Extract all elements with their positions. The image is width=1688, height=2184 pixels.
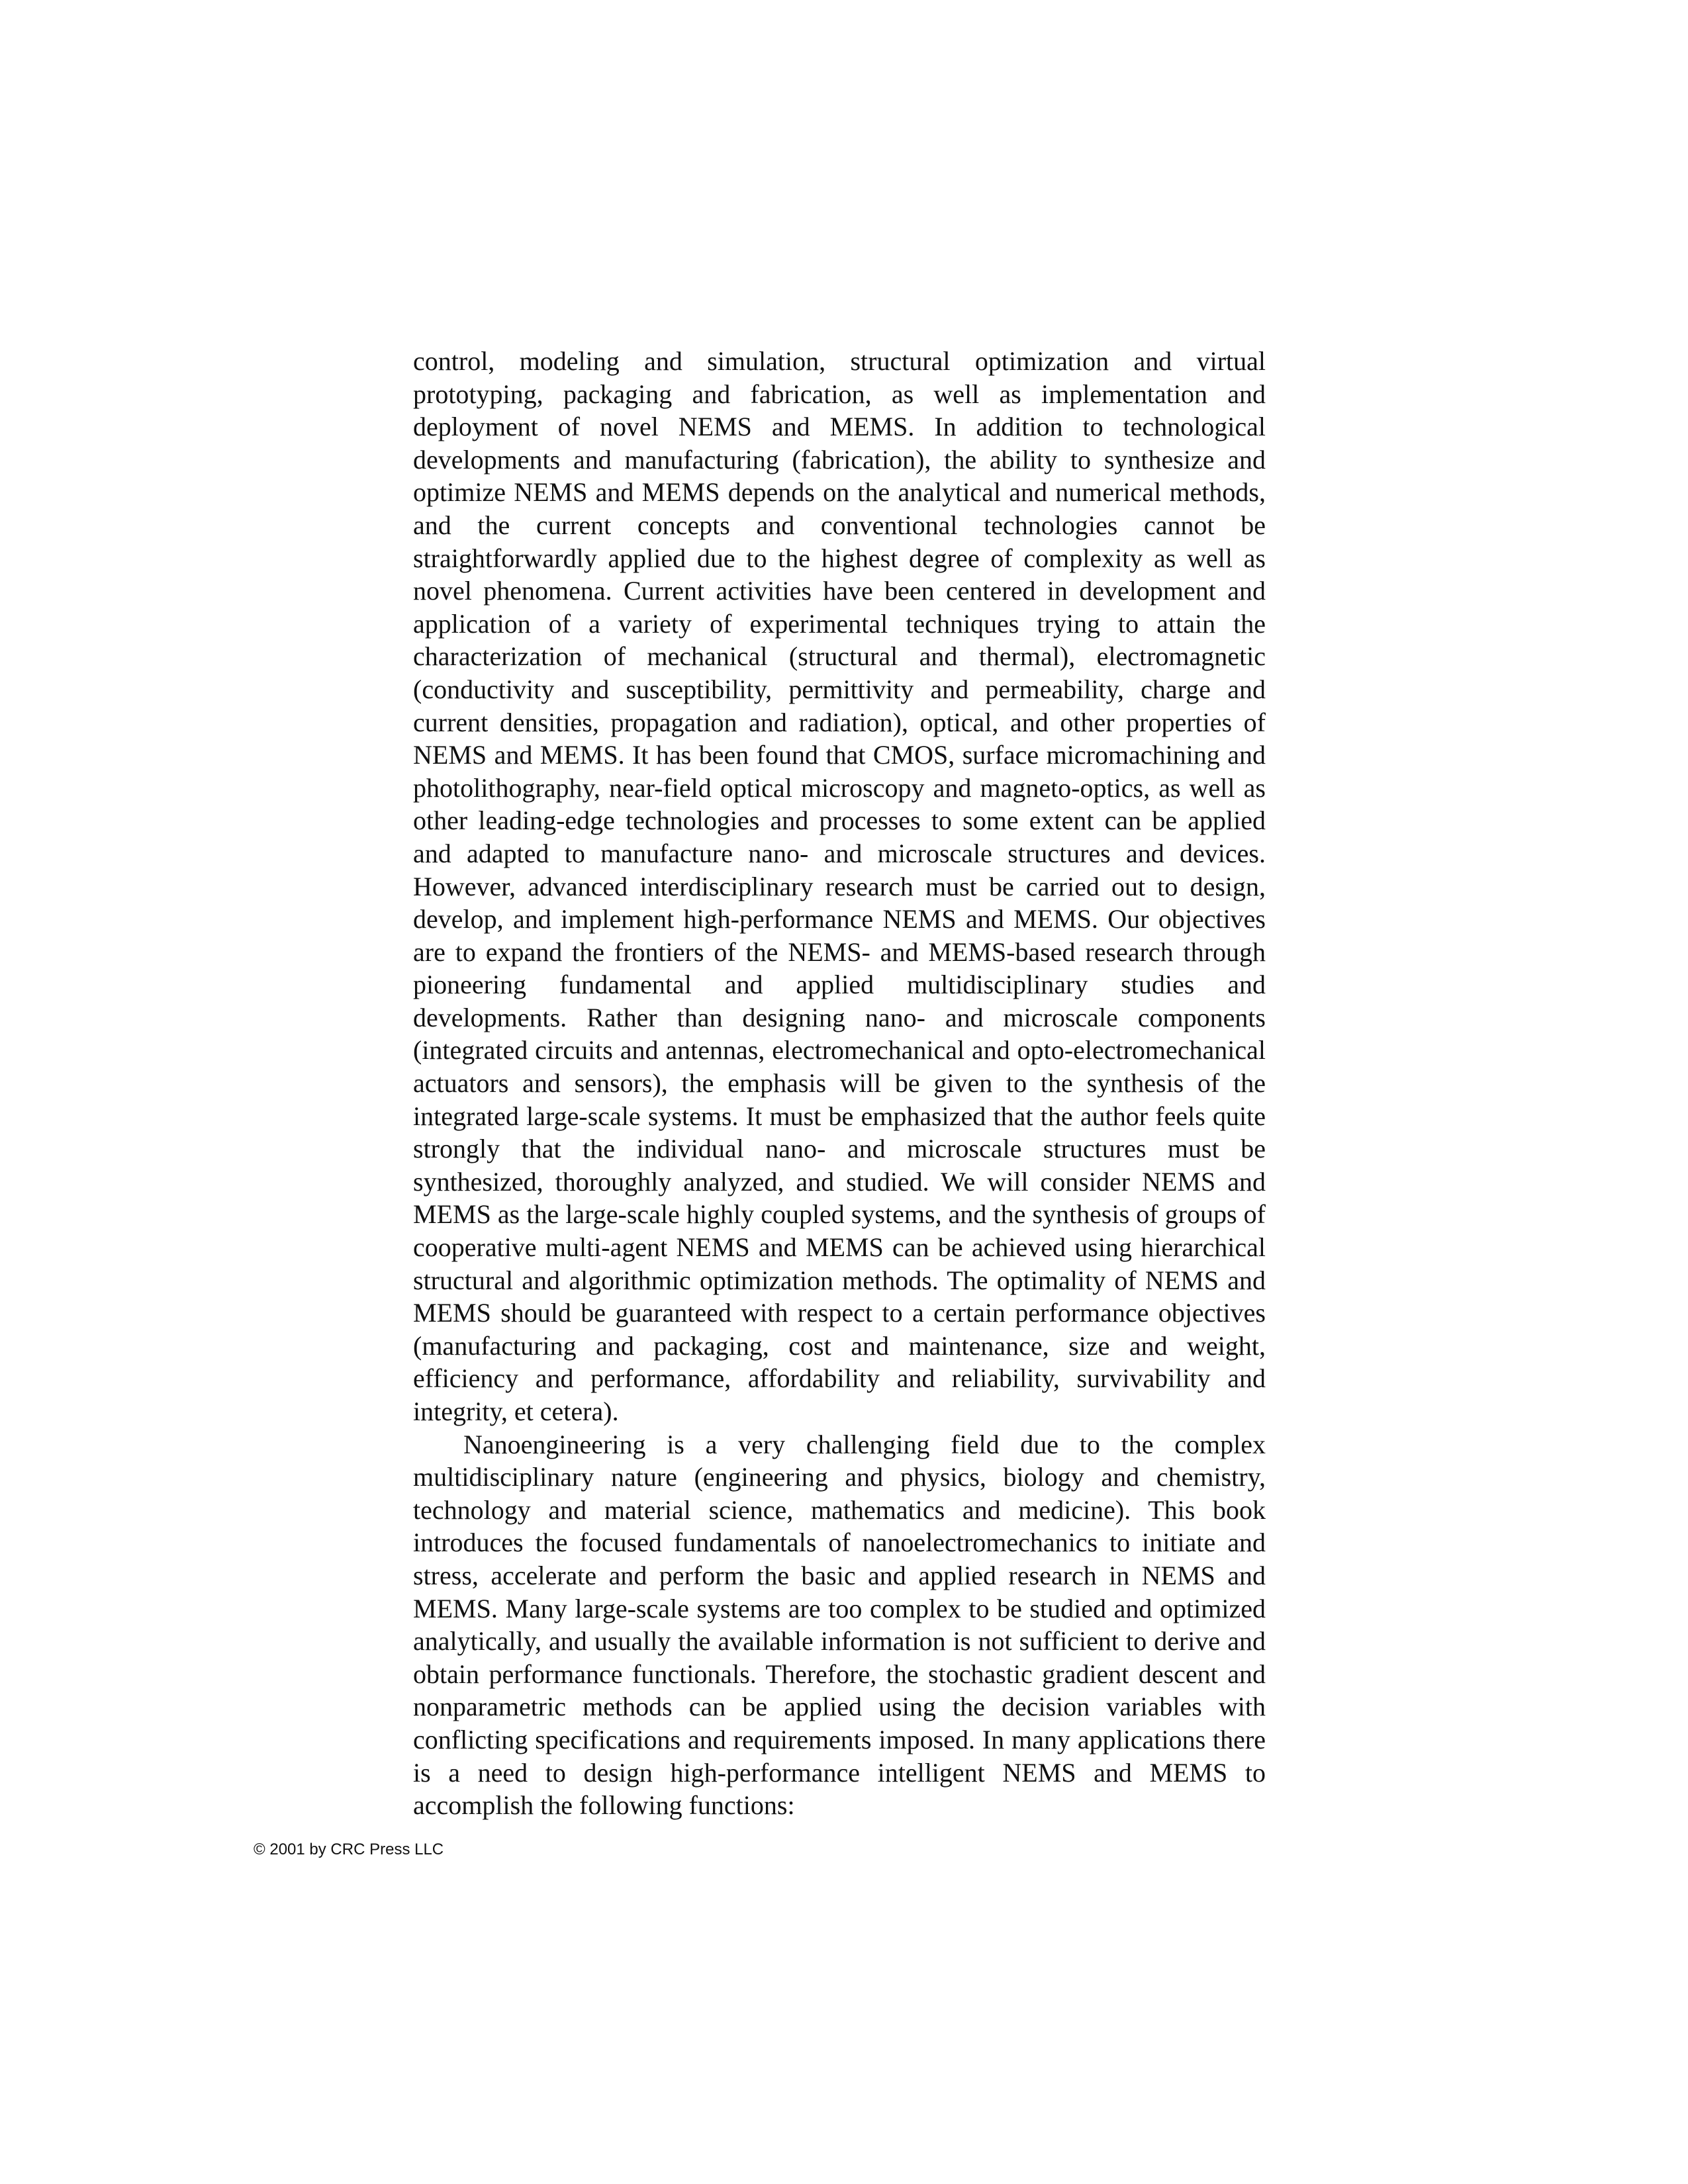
body-text <box>413 345 1266 1822</box>
paragraph-nanoengineering: Nanoengineering is a very challenging field due to the complex multidisciplinary nature (engineering and physics, biology and chemistry, technology and material science, mathematics and medicine). This book introduces the focused fundamentals of nanoelectromechanics to initiate and stress, accelerate and perform the basic and applied research in NEMS and MEMS. Many large-scale systems are too complex to be studied and optimized analytically, and usually the available information is not sufficient to derive and obtain performance functionals. Therefore, the stochastic gradient descent and nonparametric methods can be applied using the decision variables with conflicting specifications and requirements imposed. In many applications there is a need to design high-performance intelligent NEMS and MEMS to accomplish the following functions: <box>413 1429 1266 1821</box>
paragraph-continued: control, modeling and simulation, structural optimization and virtual prototyping, packaging and fabrication, as well as implementation and deployment of novel NEMS and MEMS. In addition to technological developments and manufacturing (fabrication), the ability to synthesize and optimize NEMS and MEMS depends on the analytical and numerical methods, and the current concepts and conventional technologies cannot be straightforwardly applied due to the highest degree of complexity as well as novel phenomena. Current activities have been centered in development and application of a variety of experimental techniques trying to attain the characterization of mechanical (structural and thermal), electromagnetic (conductivity and susceptibility, permittivity and permeability, charge and current densities, propagation and radiation), optical, and other properties of NEMS and MEMS. It has been found that CMOS, surface micromachining and photolithography, near-field optical microscopy and magneto-optics, as well as other leading-edge technologies and processes to some extent can be applied and adapted to manufacture nano- and microscale structures and devices. However, advanced interdisciplinary research must be carried out to design, develop, and implement high-performance NEMS and MEMS. Our objectives are to expand the frontiers of the NEMS- and MEMS-based research through pioneering fundamental and applied multidisciplinary studies and developments. Rather than designing nano- and microscale components (integrated circuits and antennas, electromechanical and opto-electromechanical actuators and sensors), the emphasis will be given to the synthesis of the integrated large-scale systems. It must be emphasized that the author feels quite strongly that the individual nano- and microscale structures must be synthesized, thoroughly analyzed, and studied. We will consider NEMS and MEMS as the large-scale highly coupled systems, and the synthesis of groups of cooperative multi-agent NEMS and MEMS can be achieved using hierarchical structural and algorithmic optimization methods. The optimality of NEMS and MEMS should be guaranteed with respect to a certain performance objectives (manufacturing and packaging, cost and maintenance, size and weight, efficiency and performance, affordability and reliability, survivability and integrity, et cetera). <box>413 346 1266 1426</box>
copyright-notice: © 2001 by CRC Press LLC <box>254 1841 444 1858</box>
